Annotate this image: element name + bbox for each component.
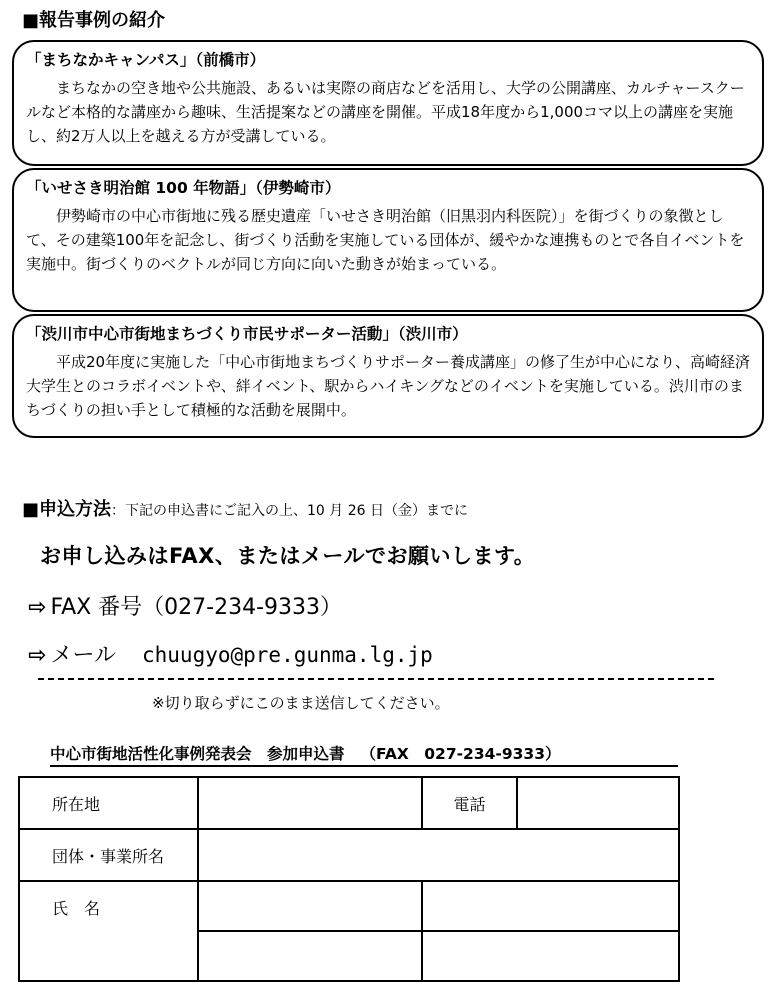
- phone-label: 電話: [422, 777, 517, 829]
- case-card-shibukawa: [12, 314, 764, 438]
- mail-label: メール: [50, 643, 116, 668]
- apply-heading: ■申込方法: [22, 499, 112, 520]
- apply-method: [22, 495, 468, 521]
- apply-note: ：下記の申込書にご記入の上、10 月 26 日（金）までに: [111, 503, 468, 519]
- case-title: 「渋川市中心市街地まちづくり市民サポーター活動」（渋川市）: [26, 325, 468, 343]
- name-input-4[interactable]: [422, 931, 679, 981]
- case-title: 「まちなかキャンパス」（前橋市）: [26, 51, 266, 69]
- address-label: 所在地: [19, 777, 198, 829]
- address-input[interactable]: [198, 777, 422, 829]
- name-input-1[interactable]: [198, 881, 422, 931]
- arrow-right-icon: ⇨: [28, 643, 47, 668]
- case-title: 「いせさき明治館 100 年物語」（伊勢崎市）: [26, 179, 341, 197]
- name-input-2[interactable]: [422, 881, 679, 931]
- application-form-table: [18, 776, 680, 982]
- name-label: 氏 名: [19, 881, 198, 981]
- phone-input[interactable]: [517, 777, 679, 829]
- form-title: [50, 742, 678, 767]
- org-input[interactable]: [198, 829, 679, 881]
- arrow-right-icon: ⇨: [28, 595, 47, 620]
- form-fax: （FAX 027-234-9333）: [360, 745, 561, 763]
- name-input-3[interactable]: [198, 931, 422, 981]
- cut-line: [38, 678, 714, 680]
- case-body: 伊勢崎市の中心市街地に残る歴史遺産「いせさき明治館（旧黒羽内科医院）」を街づくりの象徴として、その建築100年を記念し、街づくり活動を実施している団体が、緩やかな連携ものとで各自イベントを実施中。街づくりのベクトルが同じ方向に向いた動きが始まっている。: [26, 207, 745, 273]
- cut-note: ※切り取らずにこのまま送信してください。: [152, 694, 450, 712]
- case-card-isesaki: [12, 168, 764, 312]
- case-body: まちなかの空き地や公共施設、あるいは実際の商店などを活用し、大学の公開講座、カルチャースクールなど本格的な講座から趣味、生活提案などの講座を開催。平成18年度から1,000コマ以上の講座を実施し、約2万人以上を越える方が受講している。: [26, 79, 745, 145]
- apply-main-message: お申し込みはFAX、またはメールでお願いします。: [40, 544, 536, 568]
- fax-number-line: [28, 590, 342, 621]
- form-title-text: 中心市街地活性化事例発表会 参加申込書: [50, 745, 345, 763]
- report-heading: ■報告事例の紹介: [22, 10, 166, 31]
- org-label: 団体・事業所名: [19, 829, 198, 881]
- mail-address[interactable]: chuugyo@pre.gunma.lg.jp: [142, 643, 433, 667]
- mail-line: [28, 638, 433, 669]
- case-body: 平成20年度に実施した「中心市街地まちづくりサポーター養成講座」の修了生が中心になり、高崎経済大学生とのコラボイベントや、絆イベント、駅からハイキングなどのイベントを実施している。渋川市のまちづくりの担い手として積極的な活動を展開中。: [26, 353, 750, 419]
- case-card-maebashi: [12, 40, 764, 166]
- fax-number: FAX 番号（027-234-9333）: [50, 595, 343, 620]
